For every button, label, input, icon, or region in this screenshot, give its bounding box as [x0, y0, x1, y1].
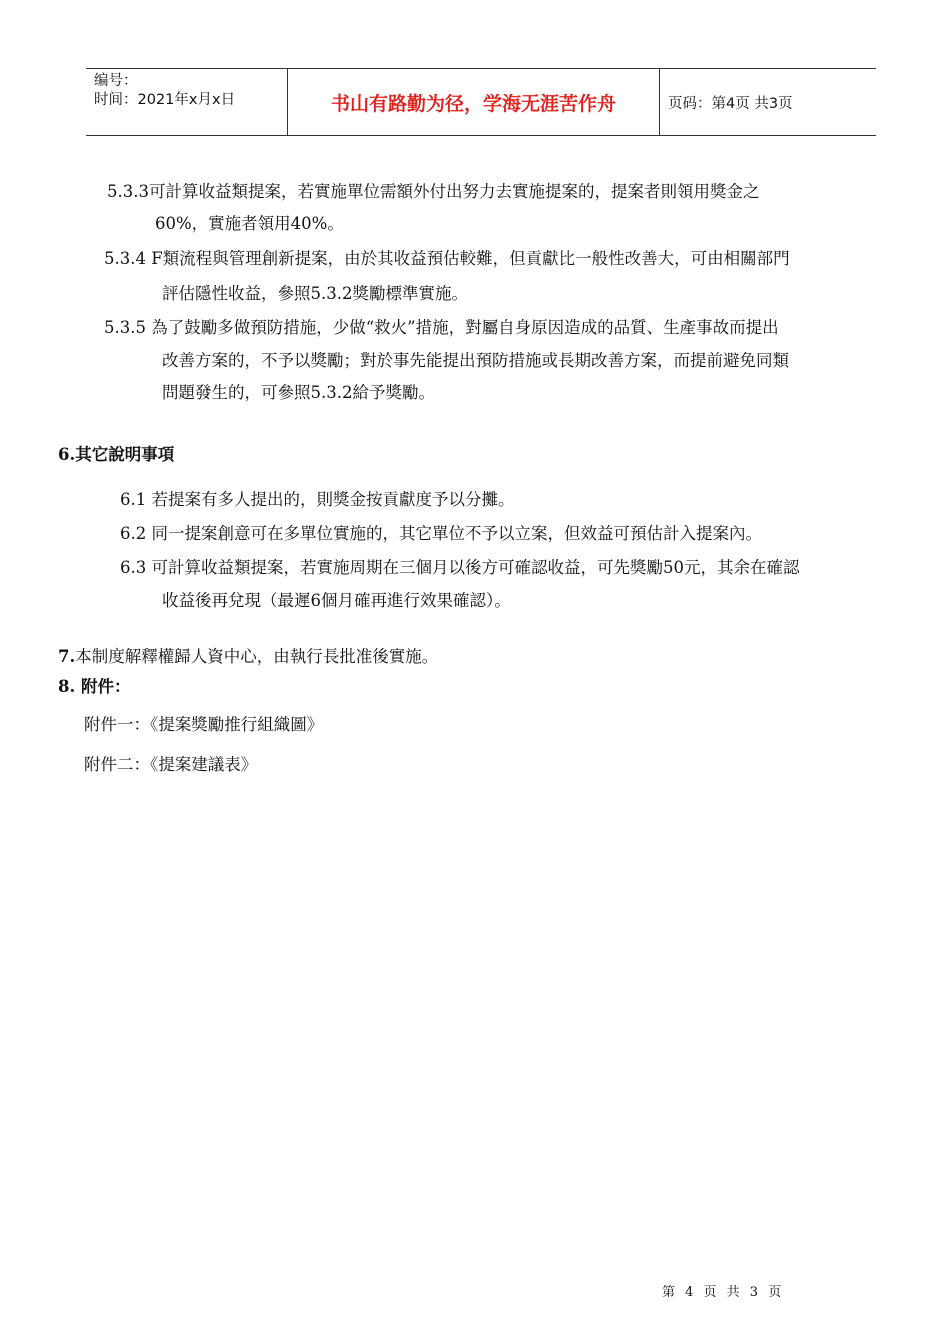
attachment-1: 附件一：《提案獎勵推行組織圖》	[84, 715, 324, 734]
item-6-3-line2: 收益後再兌現（最遲6個月確再進行效果確認）。	[162, 591, 511, 610]
item-5-3-5-line1: 5.3.5 為了鼓勵多做預防措施，少做“救火”措施，對屬自身原因造成的品質、生產事故而提出	[104, 318, 779, 337]
item-5-3-3-line2: 60%，實施者領用40%。	[155, 214, 344, 233]
item-6-1: 6.1 若提案有多人提出的，則獎金按貢獻度予以分攤。	[120, 490, 515, 509]
item-6-3-line1: 6.3 可計算收益類提案，若實施周期在三個月以後方可確認收益，可先獎勵50元，其余在確認	[120, 558, 800, 577]
attachment-2: 附件二：《提案建議表》	[84, 755, 258, 774]
header-motto: 书山有路勤为径，学海无涯苦作舟	[287, 69, 660, 135]
item-5-3-4-line2: 評估隱性收益，參照5.3.2獎勵標準實施。	[162, 284, 468, 303]
item-5-3-5-line3: 問題發生的，可參照5.3.2給予獎勵。	[162, 383, 435, 402]
item-5-3-3-line1: 5.3.3可計算收益類提案，若實施單位需額外付出努力去實施提案的，提案者則領用獎金之	[107, 182, 760, 201]
section-7	[58, 646, 438, 668]
section-6-heading: 6.其它說明事項	[58, 445, 175, 464]
page-header	[86, 68, 876, 136]
header-page-info: 页码：第4页 共3页	[668, 95, 793, 112]
footer-page-number: 第 4 页 共 3 页	[662, 1285, 785, 1300]
section-7-text: 本制度解釋權歸人資中心，由執行長批准後實施。	[75, 647, 439, 666]
section-7-number: 7.	[58, 647, 76, 666]
time-label: 时间：2021年x月x日	[94, 92, 236, 108]
item-5-3-4-line1: 5.3.4 F類流程與管理創新提案，由於其收益預估較難，但貢獻比一般性改善大，可由相關部門	[104, 249, 790, 268]
item-5-3-5-line2: 改善方案的，不予以獎勵；對於事先能提出預防措施或長期改善方案，而提前避免同類	[162, 351, 789, 370]
item-6-2: 6.2 同一提案創意可在多單位實施的，其它單位不予以立案，但效益可預估計入提案內。	[120, 524, 762, 543]
section-8-heading: 8. 附件：	[58, 677, 131, 696]
header-meta	[86, 69, 287, 135]
number-label: 编号：	[94, 73, 138, 89]
